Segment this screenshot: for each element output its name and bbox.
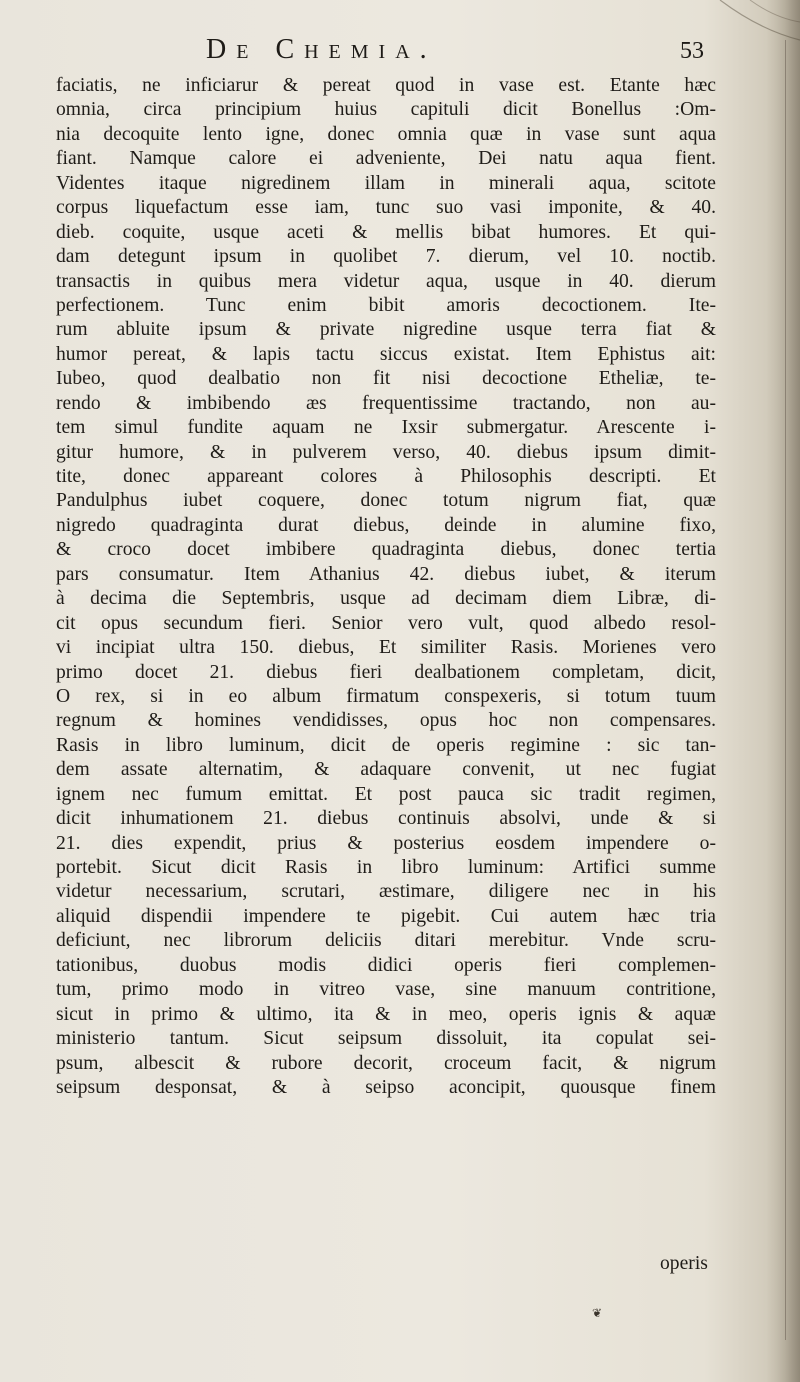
text-line: & croco docet imbibere quadraginta diebus, donec tertia [56, 539, 716, 561]
text-line: regnum & homines vendidisses, opus hoc non compensares. [56, 710, 716, 732]
page-edge-shadow [766, 0, 800, 1382]
page-fold-line [785, 40, 786, 1340]
text-line: nia decoquite lento igne, donec omnia quæ in vase sunt aqua [56, 123, 716, 145]
text-line: portebit. Sicut dicit Rasis in libro luminum: Artifici summe [56, 857, 716, 878]
text-line: ministerio tantum. Sicut seipsum dissoluit, ita copulat sei- [56, 1028, 716, 1050]
page-number: 53 [680, 38, 704, 64]
text-line: nigredo quadraginta durat diebus, deinde in alumine fixo, [56, 514, 716, 536]
text-line: 21. dies expendit, prius & posterius eosdem impendere o- [56, 832, 716, 854]
text-line: Videntes itaque nigredinem illam in minerali aqua, scitote [56, 172, 716, 194]
text-line: omnia, circa principium huius capituli dicit Bonellus :Om- [56, 99, 716, 121]
text-line: humor pereat, & lapis tactu siccus existat. Item Ephistus ait: [56, 343, 716, 365]
text-line: transactis in quibus mera videtur aqua, usque in 40. dierum [56, 270, 716, 292]
text-line: cit opus secundum fieri. Senior vero vult, quod albedo resol- [56, 612, 716, 634]
page-header [0, 34, 800, 74]
text-line: Pandulphus iubet coquere, donec totum nigrum fiat, quæ [56, 490, 716, 512]
text-line: faciatis, ne inficiarur & pereat quod in vase est. Etante hæc [56, 75, 716, 96]
text-line: ignem nec fumum emittat. Et post pauca sic tradit regimen, [56, 783, 716, 805]
text-line: seipsum desponsat, & à seipso aconcipit, quousque finem [56, 1076, 716, 1098]
text-line: tem simul fundite aquam ne Ixsir submergatur. Arescente i- [56, 417, 716, 439]
text-line: O rex, si in eo album firmatum conspexeris, si totum tuum [56, 685, 716, 707]
text-line: rum abluite ipsum & private nigredine usque terra fiat & [56, 319, 716, 341]
ornament-icon: ❦ [592, 1306, 603, 1320]
text-line: Rasis in libro luminum, dicit de operis regimine : sic tan- [56, 734, 716, 756]
text-line: dam detegunt ipsum in quolibet 7. dierum, vel 10. noctib. [56, 246, 716, 268]
text-line: dem assate alternatim, & adaquare convenit, ut nec fugiat [56, 759, 716, 781]
text-line: videtur necessarium, scrutari, æstimare, diligere nec in his [56, 881, 716, 903]
catchword: operis [660, 1253, 708, 1274]
text-line: sicut in primo & ultimo, ita & in meo, operis ignis & aquæ [56, 1003, 716, 1025]
text-line: tum, primo modo in vitreo vase, sine manuum contritione, [56, 979, 716, 1001]
text-line: vi incipiat ultra 150. diebus, Et similiter Rasis. Morienes vero [56, 637, 716, 659]
text-line: perfectionem. Tunc enim bibit amoris decoctionem. Ite- [56, 294, 716, 316]
running-head: De Chemia. [206, 34, 437, 65]
text-line: tite, donec appareant colores à Philosophis descripti. Et [56, 466, 716, 487]
text-line: Iubeo, quod dealbatio non fit nisi decoctione Etheliæ, te- [56, 368, 716, 390]
text-line: fiant. Namque calore ei adveniente, Dei natu aqua fient. [56, 148, 716, 170]
text-line: tationibus, duobus modis didici operis fieri complemen- [56, 954, 716, 976]
text-line: à decima die Septembris, usque ad decimam diem Libræ, di- [56, 588, 716, 610]
text-line: primo docet 21. diebus fieri dealbationem completam, dicit, [56, 661, 716, 683]
text-line: rendo & imbibendo æs frequentissime tractando, non au- [56, 392, 716, 414]
text-line: dieb. coquite, usque aceti & mellis bibat humores. Et qui- [56, 221, 716, 243]
text-line: dicit inhumationem 21. diebus continuis absolvi, unde & si [56, 808, 716, 830]
text-line: gitur humore, & in pulverem verso, 40. diebus ipsum dimit- [56, 441, 716, 463]
body-text [56, 74, 716, 1100]
text-line: deficiunt, nec librorum deliciis ditari merebitur. Vnde scru- [56, 930, 716, 952]
text-line: aliquid dispendii impendere te pigebit. Cui autem hæc tria [56, 905, 716, 927]
text-line: psum, albescit & rubore decorit, croceum facit, & nigrum [56, 1052, 716, 1074]
text-line: corpus liquefactum esse iam, tunc suo vasi imponite, & 40. [56, 197, 716, 219]
text-line: pars consumatur. Item Athanius 42. diebus iubet, & iterum [56, 563, 716, 585]
